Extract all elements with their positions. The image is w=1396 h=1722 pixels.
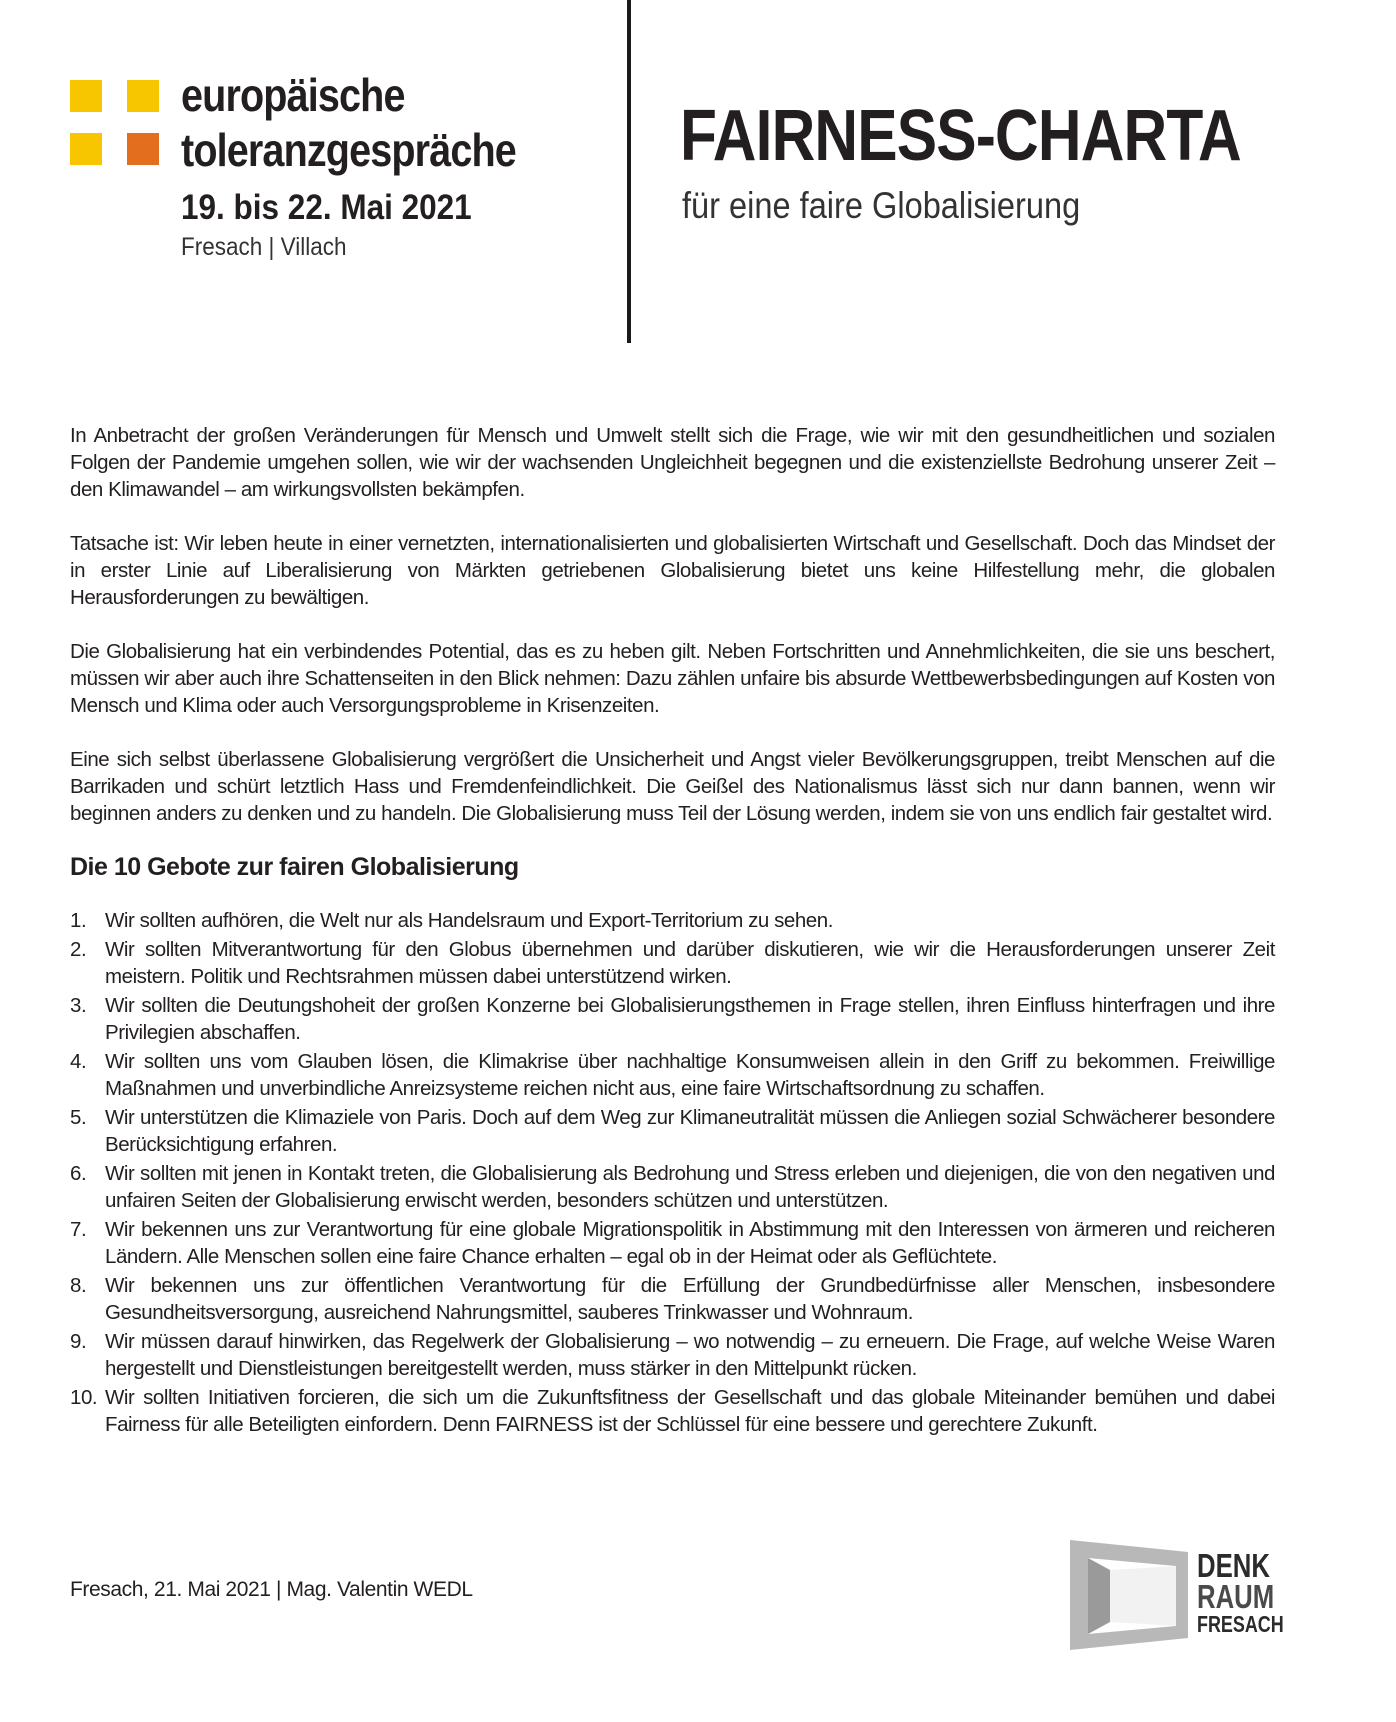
commandment-number: 7. — [70, 1218, 87, 1241]
commandment-number: 6. — [70, 1162, 87, 1185]
intro-paragraph: Eine sich selbst überlassene Globalisierung vergrößert die Unsicherheit und Angst vieler Bevölkerungsgruppen, treibt Menschen auf die Barrikaden und schürt letztlich Hass und Fremdenfeindlichkeit. Die Geißel des Nationalismus lässt sich nur dann bannen, wenn wir beginnen anders zu denken und zu handeln. Die Globalisierung muss Teil der Lösung werden, indem sie von uns endlich fair gestaltet wird. — [70, 748, 1275, 825]
logo-square-yellow — [127, 80, 159, 112]
header-divider — [627, 0, 631, 343]
logo-square-yellow — [70, 133, 102, 165]
logo-square-orange — [127, 133, 159, 165]
commandment-item — [70, 1328, 1275, 1382]
event-logo-squares — [70, 80, 165, 175]
commandment-number: 9. — [70, 1330, 87, 1353]
commandment-item — [70, 1384, 1275, 1438]
org-name-line2: toleranzgespräche — [181, 124, 516, 176]
commandment-number: 5. — [70, 1106, 87, 1129]
commandment-item — [70, 1104, 1275, 1158]
commandment-text: Wir sollten Initiativen forcieren, die sich um die Zukunftsfitness der Gesellschaft und das globale Miteinander bemühen und dabei Fairness für alle Beteiligten einfordern. Denn FAIRNESS ist der Schlüssel für eine bessere und gerechtere Zukunft. — [105, 1386, 1275, 1436]
denkraum-word-raum: RAUM — [1197, 1578, 1275, 1615]
commandment-text: Wir bekennen uns zur öffentlichen Verantwortung für die Erfüllung der Grundbedürfnisse aller Menschen, insbesondere Gesundheitsversorgung, ausreichend Nahrungsmittel, sauberes Trinkwasser und Wohnraum. — [105, 1274, 1275, 1324]
event-date: 19. bis 22. Mai 2021 — [181, 188, 472, 227]
document-subtitle: für eine faire Globalisierung — [682, 185, 1081, 226]
commandment-text: Wir sollten die Deutungshoheit der großen Konzerne bei Globalisierungsthemen in Frage stellen, ihren Einfluss hinterfragen und ihre Privilegien abschaffen. — [105, 994, 1275, 1044]
event-org-name — [181, 68, 516, 178]
document-title: FAIRNESS-CHARTA — [680, 96, 1241, 176]
commandment-number: 8. — [70, 1274, 87, 1297]
commandment-item — [70, 936, 1275, 990]
document-body — [70, 422, 1275, 1440]
commandment-text: Wir sollten Mitverantwortung für den Globus übernehmen und darüber diskutieren, wie wir die Herausforderungen unserer Zeit meistern. Politik und Rechtsrahmen müssen dabei unterstützend wirken. — [105, 938, 1275, 988]
signature-line: Fresach, 21. Mai 2021 | Mag. Valentin WEDL — [70, 1578, 473, 1601]
commandment-text: Wir unterstützen die Klimaziele von Paris. Doch auf dem Weg zur Klimaneutralität müssen die Anliegen sozial Schwächerer besondere Berücksichtigung erfahren. — [105, 1106, 1275, 1156]
commandment-item — [70, 907, 1275, 934]
commandment-text: Wir müssen darauf hinwirken, das Regelwerk der Globalisierung – wo notwendig – zu erneuern. Die Frage, auf welche Weise Waren hergestellt und Dienstleistungen bereitgestellt werden, muss stärker in den Mittelpunkt rücken. — [105, 1330, 1275, 1380]
commandments-list — [70, 907, 1275, 1438]
logo-square-yellow — [70, 80, 102, 112]
intro-paragraph: Tatsache ist: Wir leben heute in einer vernetzten, internationalisierten und globalisierten Wirtschaft und Gesellschaft. Doch das Mindset der in erster Linie auf Liberalisierung von Märkten getriebenen Globalisierung bietet uns keine Hilfestellung mehr, die globalen Herausforderungen zu bewältigen. — [70, 532, 1275, 609]
denkraum-frame-icon — [1070, 1540, 1190, 1650]
commandment-item — [70, 1272, 1275, 1326]
commandments-heading: Die 10 Gebote zur fairen Globalisierung — [70, 853, 519, 881]
commandment-number: 2. — [70, 938, 87, 961]
commandment-text: Wir sollten aufhören, die Welt nur als Handelsraum und Export-Territorium zu sehen. — [105, 909, 833, 932]
commandment-text: Wir sollten uns vom Glauben lösen, die Klimakrise über nachhaltige Konsumweisen allein in den Griff zu bekommen. Freiwillige Maßnahmen und unverbindliche Anreizsysteme reichen nicht aus, eine faire Wirtschaftsordnung zu schaffen. — [105, 1050, 1275, 1100]
commandment-number: 10. — [70, 1386, 98, 1409]
commandment-item — [70, 1048, 1275, 1102]
denkraum-word-denk: DENK — [1197, 1547, 1270, 1584]
commandment-text: Wir bekennen uns zur Verantwortung für eine globale Migrationspolitik in Abstimmung mit den Interessen von ärmeren und reicheren Ländern. Alle Menschen sollen eine faire Chance erhalten – egal ob in der Heimat oder als Geflüchtete. — [105, 1218, 1275, 1268]
commandment-item — [70, 1216, 1275, 1270]
commandment-number: 4. — [70, 1050, 87, 1073]
commandment-item — [70, 992, 1275, 1046]
denkraum-logo — [1070, 1540, 1285, 1655]
commandment-text: Wir sollten mit jenen in Kontakt treten, die Globalisierung als Bedrohung und Stress erleben und diejenigen, die von den negativen und unfairen Seiten der Globalisierung erwischt werden, besonders schützen und unterstützen. — [105, 1162, 1275, 1212]
commandment-number: 3. — [70, 994, 87, 1017]
denkraum-word-fresach: FRESACH — [1197, 1611, 1284, 1637]
denkraum-wordmark — [1197, 1547, 1284, 1637]
org-name-line1: europäische — [181, 69, 405, 121]
intro-paragraph: In Anbetracht der großen Veränderungen für Mensch und Umwelt stellt sich die Frage, wie wir mit den gesundheitlichen und sozialen Folgen der Pandemie umgehen sollen, wie wir der wachsenden Ungleichheit begegnen und die existenziellste Bedrohung unserer Zeit – den Klimawandel – am wirkungsvollsten bekämpfen. — [70, 424, 1275, 501]
commandment-number: 1. — [70, 909, 87, 932]
commandment-item — [70, 1160, 1275, 1214]
event-location: Fresach | Villach — [181, 233, 347, 261]
intro-paragraph: Die Globalisierung hat ein verbindendes Potential, das es zu heben gilt. Neben Fortschritten und Annehmlichkeiten, die sie uns beschert, müssen wir aber auch ihre Schattenseiten in den Blick nehmen: Dazu zählen unfaire bis absurde Wettbewerbsbedingungen auf Kosten von Mensch und Klima oder auch Versorgungsprobleme in Krisenzeiten. — [70, 640, 1275, 717]
